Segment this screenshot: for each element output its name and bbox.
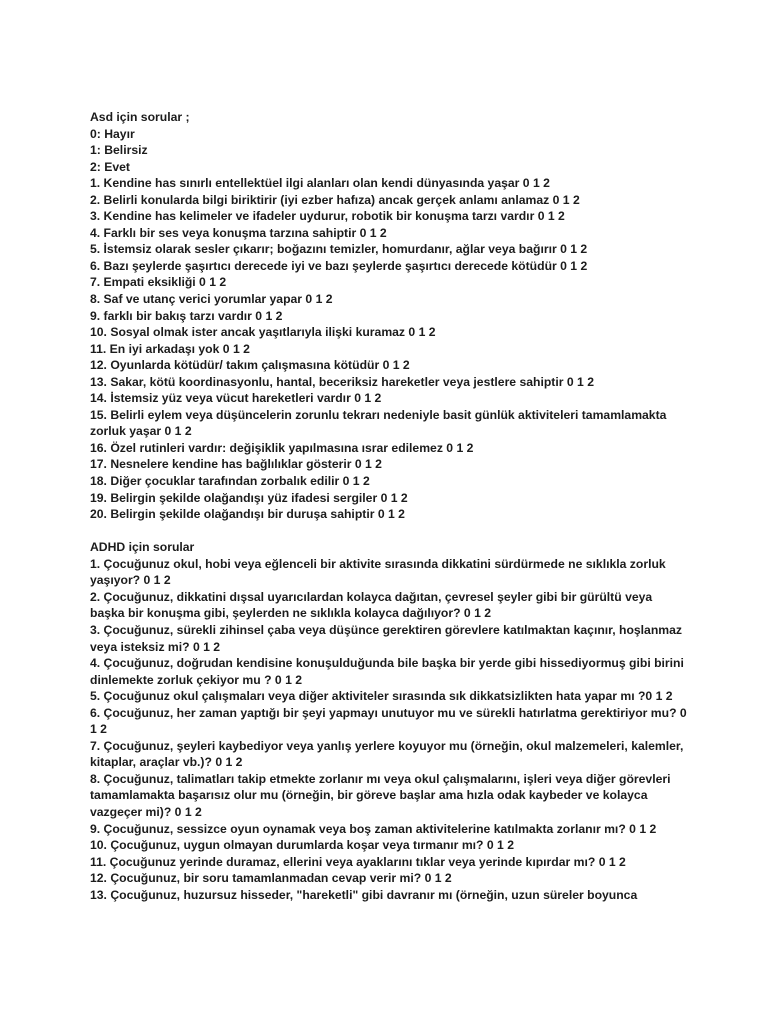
adhd-question: 9. Çocuğunuz, sessizce oyun oynamak veya boş zaman aktivitelerine katılmakta zorlanır mı? 0 1 2	[90, 821, 657, 836]
adhd-section	[90, 539, 690, 903]
adhd-question: 1. Çocuğunuz okul, hobi veya eğlenceli bir aktivite sırasında dikkatini sürdürmede ne sıklıkla zorluk yaşıyor? 0 1 2	[90, 556, 666, 588]
asd-question: 19. Belirgin şekilde olağandışı yüz ifadesi sergiler 0 1 2	[90, 490, 408, 505]
asd-scale	[90, 126, 690, 176]
adhd-question: 10. Çocuğunuz, uygun olmayan durumlarda koşar veya tırmanır mı? 0 1 2	[90, 838, 514, 853]
scale-item: 1: Belirsiz	[90, 143, 148, 158]
scale-item: 2: Evet	[90, 159, 130, 174]
adhd-question: 12. Çocuğunuz, bir soru tamamlanmadan cevap verir mi? 0 1 2	[90, 871, 452, 886]
section-spacer	[90, 523, 690, 540]
asd-question: 10. Sosyal olmak ister ancak yaşıtlarıyla ilişki kuramaz 0 1 2	[90, 325, 436, 340]
asd-question: 9. farklı bir bakış tarzı vardır 0 1 2	[90, 308, 283, 323]
asd-question: 11. En iyi arkadaşı yok 0 1 2	[90, 341, 250, 356]
asd-question: 3. Kendine has kelimeler ve ifadeler uydurur, robotik bir konuşma tarzı vardır 0 1 2	[90, 209, 565, 224]
adhd-question: 7. Çocuğunuz, şeyleri kaybediyor veya yanlış yerlere koyuyor mu (örneğin, okul malzemeleri, kalemler, kitaplar, araçlar vb.)? 0 1 2	[90, 738, 684, 770]
asd-question: 4. Farklı bir ses veya konuşma tarzına sahiptir 0 1 2	[90, 225, 387, 240]
adhd-question: 6. Çocuğunuz, her zaman yaptığı bir şeyi yapmayı unutuyor mu ve sürekli hatırlatma gerektiriyor mu? 0 1 2	[90, 705, 687, 737]
asd-question: 18. Diğer çocuklar tarafından zorbalık edilir 0 1 2	[90, 474, 370, 489]
adhd-question: 13. Çocuğunuz, huzursuz hisseder, "hareketli" gibi davranır mı (örneğin, uzun süreler boyunca	[90, 887, 638, 902]
asd-question: 14. İstemsiz yüz veya vücut hareketleri vardır 0 1 2	[90, 391, 382, 406]
asd-question: 13. Sakar, kötü koordinasyonlu, hantal, beceriksiz hareketler veya jestlere sahiptir 0 1 2	[90, 374, 594, 389]
asd-question: 15. Belirli eylem veya düşüncelerin zorunlu tekrarı nedeniyle basit günlük aktiviteleri tamamlamakta zorluk yaşar 0 1 2	[90, 407, 667, 439]
document-page	[90, 109, 690, 903]
asd-heading: Asd için sorular ;	[90, 110, 190, 124]
asd-question: 8. Saf ve utanç verici yorumlar yapar 0 1 2	[90, 292, 333, 307]
asd-question: 6. Bazı şeylerde şaşırtıcı derecede iyi ve bazı şeylerde şaşırtıcı derecede kötüdür 0 1 2	[90, 258, 588, 273]
asd-question-list	[90, 175, 690, 522]
asd-question: 16. Özel rutinleri vardır: değişiklik yapılmasına ısrar edilemez 0 1 2	[90, 440, 474, 455]
adhd-question: 3. Çocuğunuz, sürekli zihinsel çaba veya düşünce gerektiren görevlere katılmaktan kaçınır, hoşlanmaz veya isteksiz mi? 0 1 2	[90, 622, 682, 654]
asd-question: 17. Nesnelere kendine has bağlılıklar gösterir 0 1 2	[90, 457, 382, 472]
adhd-heading: ADHD için sorular	[90, 540, 195, 555]
asd-question: 5. İstemsiz olarak sesler çıkarır; boğazını temizler, homurdanır, ağlar veya bağırır 0 1 2	[90, 242, 588, 257]
asd-question: 2. Belirli konularda bilgi biriktirir (iyi ezber hafıza) ancak gerçek anlamı anlamaz 0 1 2	[90, 192, 580, 207]
adhd-question: 5. Çocuğunuz okul çalışmaları veya diğer aktiviteler sırasında sık dikkatsizlikten hata yapar mı ?0 1 2	[90, 689, 673, 704]
adhd-question: 8. Çocuğunuz, talimatları takip etmekte zorlanır mı veya okul çalışmalarını, işleri veya diğer görevleri tamamlamakta başarısız olur mu (örneğin, bir göreve başlar ama hızla odak kaybeder ve kolayca vazgeçer mi)? 0 1 2	[90, 771, 671, 819]
scale-item: 0: Hayır	[90, 126, 135, 141]
adhd-question: 11. Çocuğunuz yerinde duramaz, ellerini veya ayaklarını tıklar veya yerinde kıpırdar mı? 0 1 2	[90, 854, 626, 869]
asd-question: 12. Oyunlarda kötüdür/ takım çalışmasına kötüdür 0 1 2	[90, 358, 410, 373]
asd-question: 20. Belirgin şekilde olağandışı bir duruşa sahiptir 0 1 2	[90, 507, 405, 522]
asd-question: 7. Empati eksikliği 0 1 2	[90, 275, 227, 290]
adhd-question: 2. Çocuğunuz, dikkatini dışsal uyarıcılardan kolayca dağıtan, çevresel şeyler gibi bir gürültü veya başka bir konuşma gibi, şeylerden ne sıklıkla kolayca dağılıyor? 0 1 2	[90, 589, 653, 621]
adhd-question: 4. Çocuğunuz, doğrudan kendisine konuşulduğunda bile başka bir yerde gibi hissediyormuş gibi birini dinlemekte zorluk çekiyor mu ? 0 1 2	[90, 656, 684, 687]
adhd-question-list	[90, 556, 690, 903]
asd-question: 1. Kendine has sınırlı entellektüel ilgi alanları olan kendi dünyasında yaşar 0 1 2	[90, 176, 550, 191]
asd-section	[90, 109, 690, 523]
